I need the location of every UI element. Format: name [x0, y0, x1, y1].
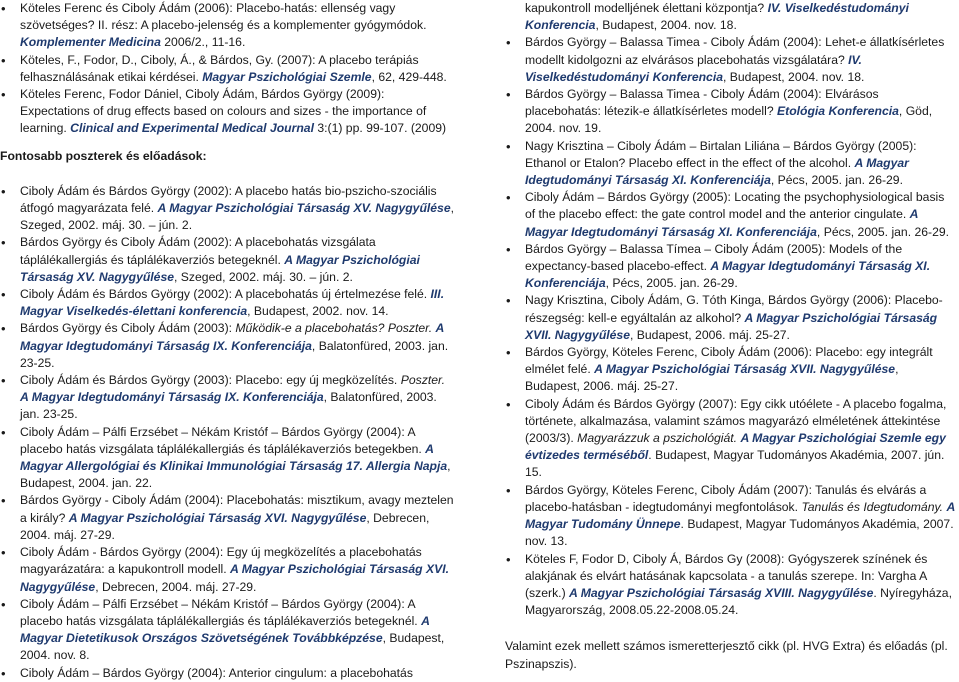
entry-text: , Budapest, 2002. nov. 14.	[247, 304, 389, 319]
venue-name: A Magyar Pszichológiai Szemle egy évtizedes terméséből	[525, 431, 946, 463]
reference-item	[0, 0, 455, 52]
reference-item	[0, 492, 455, 544]
entry-text: Köteles F, Fodor D, Ciboly Á, Bárdos Gy (2008): Gyógyszerek színének és alakjának és elvárt hatásának kapcsolata - a tanulás szerepe. In: Vargha A (szerk.)	[525, 551, 928, 600]
reference-item	[0, 183, 455, 235]
entry-text: Ciboly Ádám - Bárdos György (2004): Egy új megközelítés a placebohatás magyarázatára: a kapukontroll modell.	[20, 545, 422, 577]
continued-entry	[505, 0, 955, 34]
reference-item	[505, 292, 955, 344]
entry-text: , Debrecen, 2004. máj. 27-29.	[95, 579, 257, 594]
venue-name: A Magyar Pszichológiai Társaság XVIII. Nagygyűlése	[569, 585, 874, 600]
entry-text: Bárdos György – Balassa Timea - Ciboly Ádám (2004): Lehet-e állatkísérletes modellt kidolgozni az elvárásos placebohatás vizsgálatára?	[525, 35, 945, 67]
entry-text: , Pécs, 2005. jan. 26-29.	[605, 276, 738, 291]
reference-item	[505, 396, 955, 482]
entry-text: , Szeged, 2002. máj. 30. – jún. 2.	[174, 269, 353, 284]
venue-name: Clinical and Experimental Medical Journal	[70, 121, 314, 136]
entry-text: . Nyíregyháza, Magyarország, 2008.05.22-2008.05.24.	[525, 585, 952, 618]
venue-name: A Magyar Idegtudományi Társaság XI. Konferenciája	[525, 155, 909, 188]
reference-item	[0, 86, 455, 138]
italic-text: Tanulás és Idegtudomány.	[801, 499, 944, 514]
entry-text: Bárdos György és Ciboly Ádám (2003):	[20, 321, 236, 336]
entry-text: Ciboly Ádám – Pálfi Erzsébet – Nékám Kristóf – Bárdos György (2004): A placebo hatás vizsgálata táplálékallergiás és táplálékaverziós betegekben.	[20, 424, 426, 456]
entry-text: Nagy Krisztina, Ciboly Ádám, G. Tóth Kinga, Bárdos György (2006): Placebo-részegség: kell-e egyáltalán az alkohol?	[525, 293, 943, 325]
reference-item	[0, 372, 455, 424]
entry-text: , Budapest, 2004. nov. 18.	[595, 18, 737, 33]
entry-text: Bárdos György, Köteles Ferenc, Ciboly Ádám (2006): Placebo: egy integrált elmélet felé.	[525, 345, 933, 377]
entry-text: Ciboly Ádám és Bárdos György (2007): Egy cikk utóélete - A placebo fogalma, története, alkalmazása, valamint számos magyarázó elméletének áttekintése (2003/3).	[525, 396, 947, 446]
reference-item	[0, 286, 455, 320]
entry-text: , Debrecen, 2004. máj. 27-29.	[20, 510, 430, 542]
venue-name: A Magyar Allergológiai és Klinikai Immunológiai Társaság 17. Allergia Napja	[20, 441, 448, 474]
venue-name: A Magyar Idegtudományi Társaság XI. Konferenciája	[525, 207, 918, 239]
venue-name: III. Magyar Viselkedés-élettani konferencia	[20, 287, 445, 319]
entry-text: Bárdos György és Ciboly Ádám (2002): A placebohatás vizsgálata táplálékallergiás és táplálékaverziós betegeknél.	[20, 235, 376, 267]
poster-list-continued	[505, 34, 955, 619]
reference-item	[505, 241, 955, 293]
entry-text: Ciboly Ádám és Bárdos György (2002): A placebohatás új értelmezése felé.	[20, 287, 431, 302]
venue-name: IV. Viselkedéstudományi Konferencia	[525, 1, 909, 33]
entry-text: 2006/2., 11-16.	[160, 35, 246, 50]
venue-name: A Magyar Tudomány Ünnepe	[525, 499, 955, 532]
venue-name: IV. Viselkedéstudományi Konferencia	[525, 52, 862, 84]
venue-name: A Magyar Idegtudományi Társaság XI. Konferenciája	[525, 259, 931, 291]
venue-name: A Magyar Idegtudományi Társaság IX. Konferenciája	[20, 321, 444, 353]
closing-note: Valamint ezek mellett számos ismeretterjesztő cikk (pl. HVG Extra) és előadás (pl. Pszinapszis).	[505, 639, 948, 671]
reference-item	[505, 482, 955, 551]
section-heading: Fontosabb poszterek és előadások:	[0, 148, 207, 163]
reference-item	[0, 596, 455, 665]
reference-item	[505, 138, 955, 190]
venue-name: Etológia Konferencia	[777, 104, 899, 119]
entry-text: , Budapest, 2006. máj. 25-27.	[630, 327, 790, 342]
reference-item	[505, 189, 955, 241]
poster-list	[0, 183, 455, 682]
entry-text: Bárdos György – Balassa Timea - Ciboly Ádám (2004): Elvárásos placebohatás: létezik-e állatkísérletes modell?	[525, 87, 879, 119]
entry-text: Ciboly Ádám és Bárdos György (2003): Placebo: egy új megközelítés.	[20, 373, 401, 388]
right-column	[505, 0, 955, 673]
venue-name: A Magyar Pszichológiai Társaság XVI. Nagygyűlése	[68, 510, 367, 525]
reference-item	[0, 234, 455, 286]
italic-text: Poszter.	[400, 373, 445, 388]
reference-item	[0, 665, 455, 682]
entry-text: Bárdos György - Ciboly Ádám (2004): Placebohatás: misztikum, avagy meztelen a király?	[20, 493, 454, 525]
venue-name: Komplementer Medicina	[20, 35, 161, 50]
entry-text: , Budapest, 2004. nov. 8.	[20, 631, 445, 663]
entry-text: kapukontroll modelljének élettani központja?	[525, 1, 768, 15]
entry-text: Ciboly Ádám – Bárdos György (2004): Anterior cingulum: a placebohatás	[20, 665, 413, 680]
entry-text: Ciboly Ádám – Bárdos György (2005): Locating the psychophysiological basis of the placebo effect: the gate control model and the anterior cingulate.	[525, 190, 945, 222]
entry-text: Nagy Krisztina – Ciboly Ádám – Birtalan Liliána – Bárdos György (2005): Ethanol or Etalon? Placebo effect in the effect of the alcohol.	[525, 138, 917, 170]
reference-item	[505, 344, 955, 396]
venue-name: A Magyar Pszichológiai Társaság XVI. Nagygyűlése	[20, 562, 450, 594]
venue-name: A Magyar Pszichológiai Társaság XV. Nagygyűlése	[20, 252, 420, 284]
entry-text: , Balatonfüred, 2003. jan. 23-25.	[20, 338, 449, 370]
entry-text: Köteles Ferenc, Fodor Dániel, Ciboly Ádám, Bárdos György (2009): Expectations of drug effects based on colours and sizes - the importance of learning.	[20, 87, 427, 136]
entry-text: . Budapest, Magyar Tudományos Akadémia, 2007. jún. 15.	[525, 448, 945, 480]
entry-text: , Pécs, 2005. jan. 26-29.	[770, 173, 903, 188]
publication-list	[0, 0, 455, 138]
venue-name: A Magyar Idegtudományi Társaság IX. Konferenciája	[20, 390, 324, 405]
entry-text: 3:(1) pp. 99-107. (2009)	[313, 121, 447, 136]
reference-item	[505, 551, 955, 620]
reference-item	[0, 544, 455, 596]
venue-name: A Magyar Pszichológiai Társaság XVII. Nagygyűlése	[594, 362, 896, 377]
entry-text: , Pécs, 2005. jan. 26-29.	[816, 224, 950, 239]
reference-item	[0, 424, 455, 493]
reference-item	[0, 320, 455, 372]
entry-text: , 62, 429-448.	[371, 69, 447, 84]
entry-text: . Budapest, Magyar Tudományos Akadémia, 2007. nov. 13.	[525, 517, 954, 549]
venue-name: Magyar Pszichológiai Szemle	[202, 69, 372, 84]
entry-text: , Budapest, 2004. jan. 22.	[20, 459, 451, 491]
reference-item	[0, 52, 455, 86]
entry-text: , Balatonfüred, 2003. jan. 23-25.	[20, 390, 437, 422]
venue-name: A Magyar Dietetikusok Országos Szövetségének Továbbképzése	[20, 613, 430, 646]
reference-item	[505, 86, 955, 138]
entry-text: Ciboly Ádám és Bárdos György (2002): A placebo hatás bio-pszicho-szociális átfogó magyarázata felé.	[20, 183, 437, 216]
reference-item	[505, 34, 955, 86]
entry-text: Köteles Ferenc és Ciboly Ádám (2006): Placebo-hatás: ellenség vagy szövetséges? II. rész: A placebo-jelenség és a komplementer gyógymódok.	[20, 1, 427, 33]
left-column	[0, 0, 455, 682]
italic-text: Működik-e a placebohatás?	[235, 321, 385, 336]
entry-text: Ciboly Ádám – Pálfi Erzsébet – Nékám Kristóf – Bárdos György (2004): A placebo hatás vizsgálata táplálékallergiás és táplálékaverziós betegeknél.	[20, 596, 422, 628]
entry-text: Bárdos György, Köteles Ferenc, Ciboly Ádám (2007): Tanulás és elvárás a placebo-hatásban - idegtudományi megfontolások.	[525, 482, 927, 514]
entry-text: , Budapest, 2004. nov. 18.	[723, 69, 865, 84]
entry-text: Bárdos György – Balassa Tímea – Ciboly Ádám (2005): Models of the expectancy-based placebo-effect.	[525, 241, 903, 274]
entry-text: , Szeged, 2002. máj. 30. – jún. 2.	[20, 201, 455, 233]
venue-name: A Magyar Pszichológiai Társaság XV. Nagygyűlése	[157, 201, 451, 216]
entry-text: Köteles, F., Fodor, D., Ciboly, Á., & Bárdos, Gy. (2007): A placebo terápiás felhasználásának etikai kérdései.	[20, 52, 419, 84]
entry-text: , Göd, 2004. nov. 19.	[525, 104, 933, 136]
italic-text: Magyarázzuk a pszichológiát.	[577, 431, 738, 446]
entry-text: , Budapest, 2006. máj. 25-27.	[525, 362, 899, 394]
italic-text: Poszter.	[387, 321, 433, 336]
venue-name: A Magyar Pszichológiai Társaság XVII. Nagygyűlése	[525, 310, 938, 342]
